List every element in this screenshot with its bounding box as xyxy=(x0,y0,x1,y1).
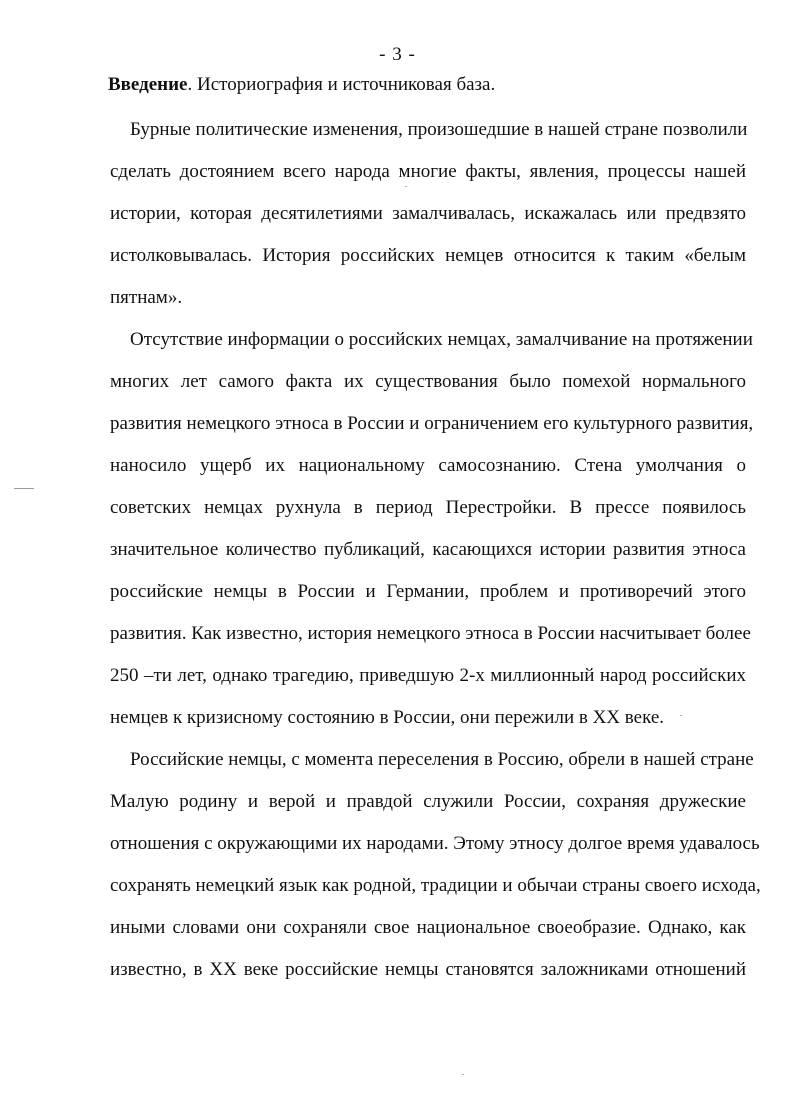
paragraph-3-line-2: Малую родину и верой и правдой служили России, сохраняя дружеские xyxy=(110,791,746,812)
paragraph-2-line-5: советских немцах рухнула в период Перестройки. В прессе появилось xyxy=(110,497,746,518)
paragraph-1-line-5: пятнам». xyxy=(110,287,183,308)
paragraph-2-line-3: развития немецкого этноса в России и ограничением его культурного развития, xyxy=(110,413,754,434)
scan-speck xyxy=(680,715,682,716)
heading-bold-word: Введение xyxy=(108,74,188,95)
paragraph-3-line-3: отношения с окружающими их народами. Этому этносу долгое время удавалось xyxy=(110,833,760,854)
paragraph-2-line-6: значительное количество публикаций, касающихся истории развития этноса xyxy=(110,539,746,560)
paragraph-3-line-4: сохранять немецкий язык как родной, традиции и обычаи страны своего исхода, xyxy=(110,875,761,896)
paragraph-3-line-1: Российские немцы, с момента переселения в Россию, обрели в нашей стране xyxy=(130,749,754,770)
page-number: - 3 - xyxy=(379,44,416,65)
paragraph-2-line-4: наносило ущерб их национальному самосознанию. Стена умолчания о xyxy=(110,455,746,476)
paragraph-1-line-2: сделать достоянием всего народа многие факты, явления, процессы нашей xyxy=(110,161,746,182)
paragraph-3-line-6: известно, в XX веке российские немцы становятся заложниками отношений xyxy=(110,959,746,980)
paragraph-2-line-2: многих лет самого факта их существования было помехой нормального xyxy=(110,371,746,392)
paragraph-2-line-8: развития. Как известно, история немецкого этноса в России насчитывает более xyxy=(110,623,751,644)
paragraph-3-line-5: иными словами они сохраняли свое национальное своеобразие. Однако, как xyxy=(110,917,746,938)
paragraph-1-line-1: Бурные политические изменения, произошедшие в нашей стране позволили xyxy=(130,119,748,140)
scan-speck xyxy=(405,186,407,187)
scan-margin-mark xyxy=(14,488,34,489)
paragraph-1-line-4: истолковывалась. История российских немцев относится к таким «белым xyxy=(110,245,746,266)
paragraph-2-line-10: немцев к кризисному состоянию в России, они пережили в XX веке. xyxy=(110,707,665,728)
paragraph-2-line-1: Отсутствие информации о российских немцах, замалчивание на протяжении xyxy=(130,329,753,350)
paragraph-2-line-9: 250 –ти лет, однако трагедию, приведшую 2-х миллионный народ российских xyxy=(110,665,746,686)
heading-title-text: . Историография и источниковая база. xyxy=(187,74,496,95)
scan-speck xyxy=(462,1074,464,1075)
paragraph-2-line-7: российские немцы в России и Германии, проблем и противоречий этого xyxy=(110,581,746,602)
section-heading xyxy=(108,74,495,96)
paragraph-1-line-3: истории, которая десятилетиями замалчивалась, искажалась или предвзято xyxy=(110,203,746,224)
